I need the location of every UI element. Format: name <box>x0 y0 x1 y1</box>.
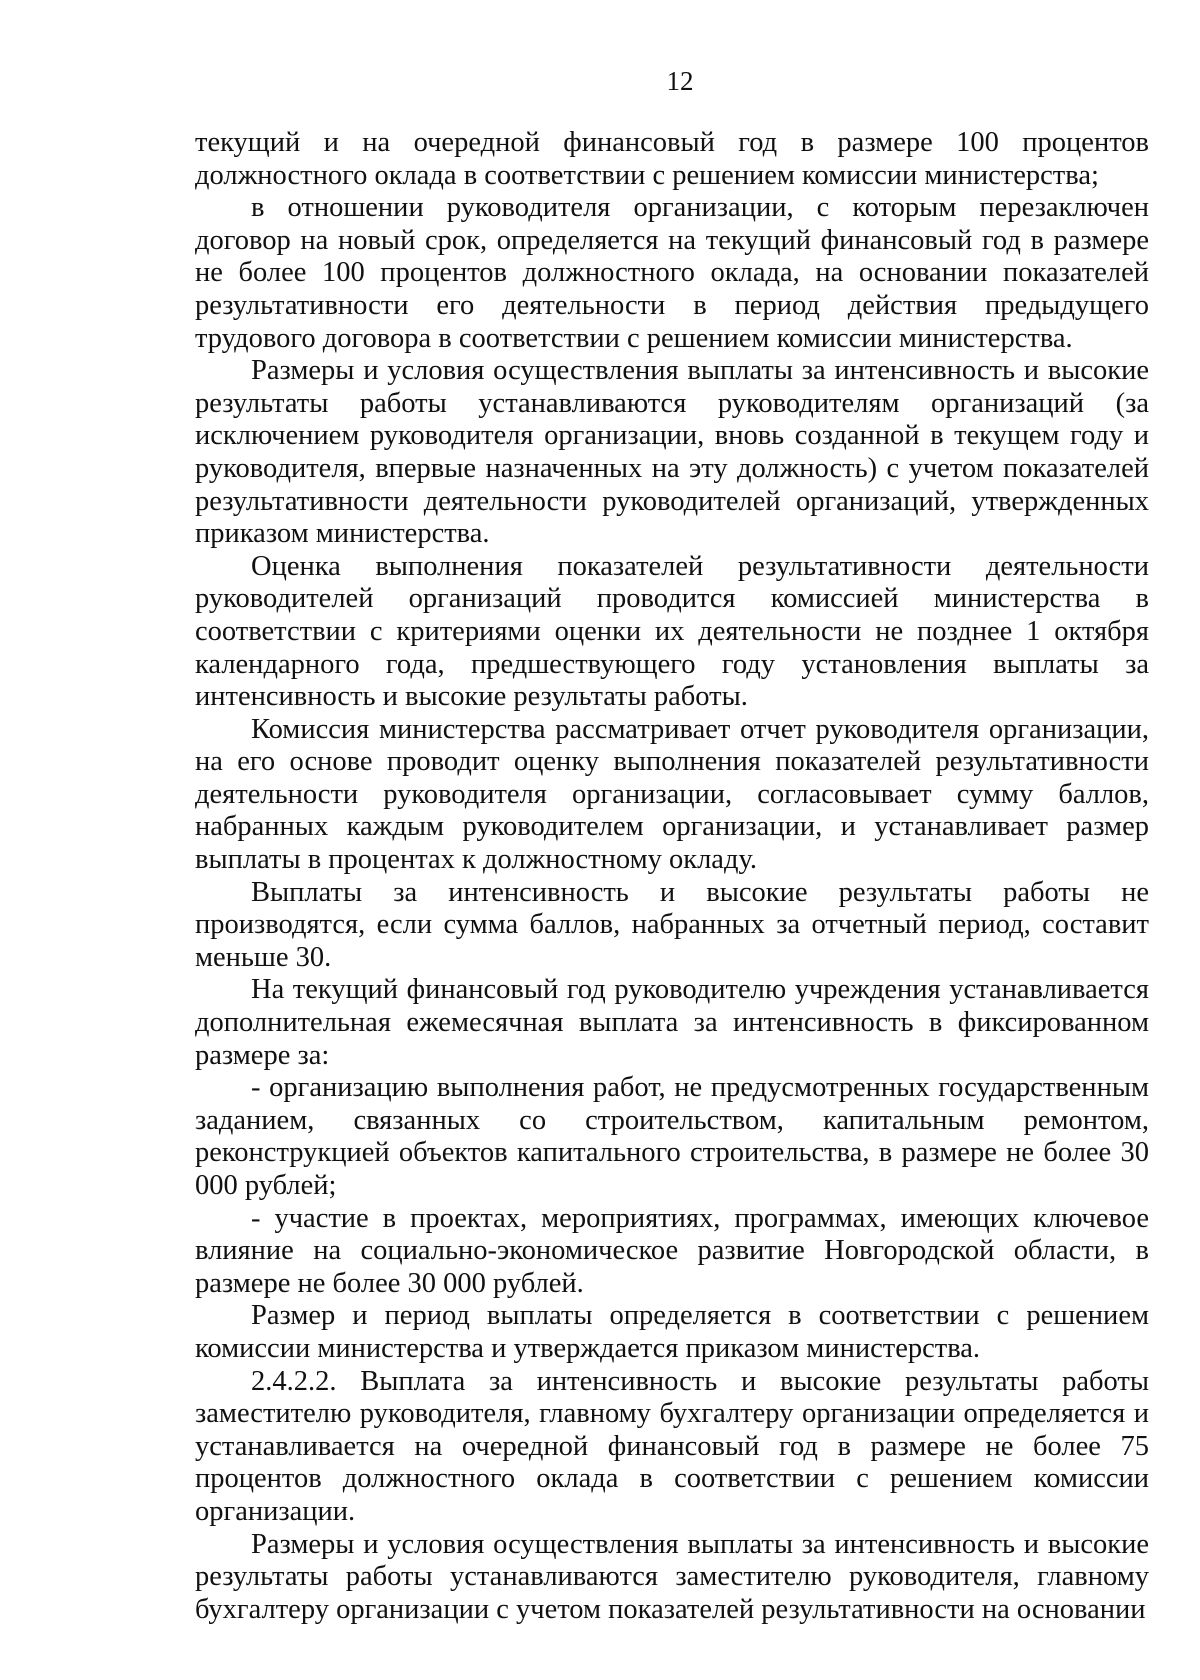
paragraph-evaluation: Оценка выполнения показателей результативности деятельности руководителей организаций проводится комиссией министерства в соответствии с критериями оценки их деятельности не позднее 1 октября календарного года, предшествующего году установления выплаты за интенсивность и высокие результаты работы. <box>195 550 1149 713</box>
paragraph-reappointed-head: в отношении руководителя организации, с которым перезаключен договор на новый срок, определяется на текущий финансовый год в размере не более 100 процентов должностного оклада, на основании показателей результативности его деятельности в период действия предыдущего трудового договора в соответствии с решением комиссии министерства. <box>195 192 1149 354</box>
paragraph-payment-conditions: Размеры и условия осуществления выплаты за интенсивность и высокие результаты работы устанавливаются руководителям организаций (за исключением руководителя организации, вновь созданной в текущем году и руководителя, впервые назначенных на эту должность) с учетом показателей результативности деятельности руководителей организаций, утвержденных приказом министерства. <box>195 355 1149 550</box>
paragraph-section-2-4-2-2: 2.4.2.2. Выплата за интенсивность и высокие результаты работы заместителю руководителя, главному бухгалтеру организации определяется и устанавливается на очередной финансовый год в размере не более 75 процентов должностного оклада в соответствии с решением комиссии организации. <box>195 1365 1149 1527</box>
paragraph-payment-period: Размер и период выплаты определяется в соответствии с решением комиссии министерства и утверждается приказом министерства. <box>195 1300 1149 1364</box>
paragraph-commission-review: Комиссия министерства рассматривает отчет руководителя организации, на его основе проводит оценку выполнения показателей результативности деятельности руководителя организации, согласовывает сумму баллов, набранных каждым руководителем организации, и устанавливает размер выплаты в процентах к должностному окладу. <box>195 713 1149 876</box>
list-item-projects-participation: - участие в проектах, мероприятиях, программах, имеющих ключевое влияние на социально-экономическое развитие Новгородской области, в размере не более 30 000 рублей. <box>195 1202 1149 1299</box>
page-number: 12 <box>666 66 694 96</box>
paragraph-continuation: текущий и на очередной финансовый год в размере 100 процентов должностного оклада в соответствии с решением комиссии министерства; <box>195 127 1149 191</box>
paragraph-score-threshold: Выплаты за интенсивность и высокие результаты работы не производятся, если сумма баллов, набранных за отчетный период, составит меньше 30. <box>195 876 1149 973</box>
paragraph-additional-payment: На текущий финансовый год руководителю учреждения устанавливается дополнительная ежемесячная выплата за интенсивность в фиксированном размере за: <box>195 974 1149 1071</box>
list-item-construction-works: - организацию выполнения работ, не предусмотренных государственным заданием, связанных со строительством, капитальным ремонтом, реконструкцией объектов капитального строительства, в размере не более 30 000 рублей; <box>195 1072 1149 1201</box>
paragraph-deputy-conditions: Размеры и условия осуществления выплаты за интенсивность и высокие результаты работы устанавливаются заместителю руководителя, главному бухгалтеру организации с учетом показателей результативности на основании <box>195 1528 1149 1625</box>
document-body <box>195 127 1149 1626</box>
